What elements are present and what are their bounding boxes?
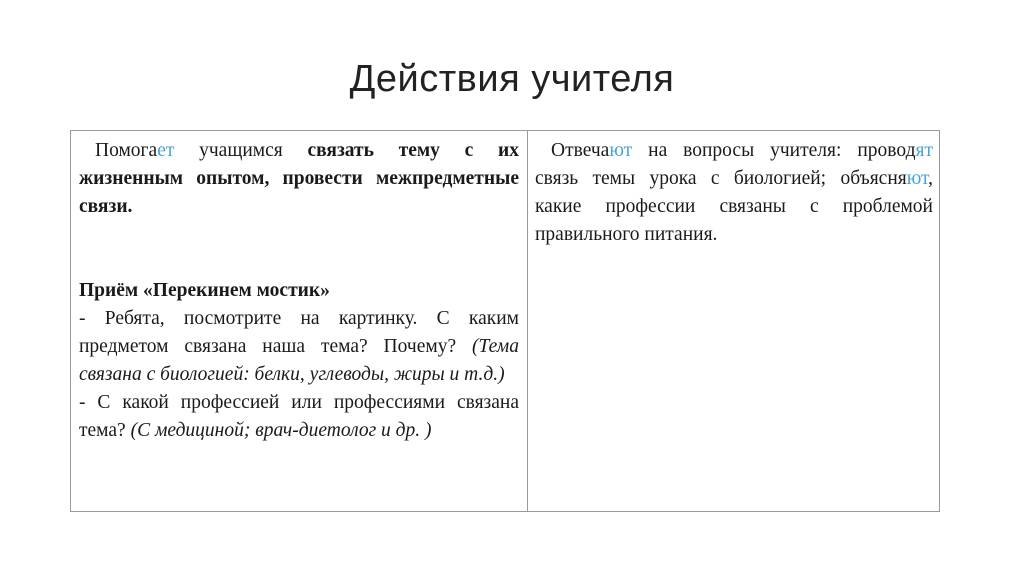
s2-rest: связь темы урока с биологией; <box>535 168 841 189</box>
s2-stem: провод <box>857 140 916 161</box>
s3-rest: , какие профессии связаны с проблемой правильного питания. <box>535 168 933 245</box>
intro-verb-stem: Помога <box>95 140 158 161</box>
question-1-answer: (Тема связана с биологией: белки, углеводы, жиры и т.д.) <box>79 336 519 385</box>
intro-bold-text: связать тему с их жизненным опытом, провести межпредметные связи. <box>79 140 519 217</box>
question-2-paragraph <box>79 389 519 445</box>
question-2-answer: (С медициной; врач-диетолог и др. ) <box>130 420 432 441</box>
slide-title: Действия учителя <box>349 58 675 100</box>
teacher-intro-paragraph <box>79 137 519 221</box>
question-1-text: - Ребята, посмотрите на картинку. С каким предметом связана наша тема? Почему? <box>79 308 519 357</box>
question-1-paragraph <box>79 305 519 389</box>
spacer <box>79 221 519 277</box>
intro-verb-ending: ет <box>157 140 175 161</box>
actions-table <box>70 130 940 512</box>
s3-ending: ют <box>906 168 929 189</box>
s1-rest: на вопросы учителя: <box>632 140 858 161</box>
teacher-actions-cell <box>71 131 528 511</box>
s1-ending: ют <box>609 140 633 161</box>
student-actions-paragraph <box>535 137 933 249</box>
s1-stem: Отвеча <box>551 140 610 161</box>
s2-ending: ят <box>915 140 933 161</box>
student-actions-cell <box>528 131 939 511</box>
technique-title: Приём «Перекинем мостик» <box>79 280 330 301</box>
intro-normal-text: учащимся <box>174 140 308 161</box>
s3-stem: объясня <box>840 168 907 189</box>
question-2-text: - С какой профессией или профессиями связана тема? <box>79 392 519 441</box>
